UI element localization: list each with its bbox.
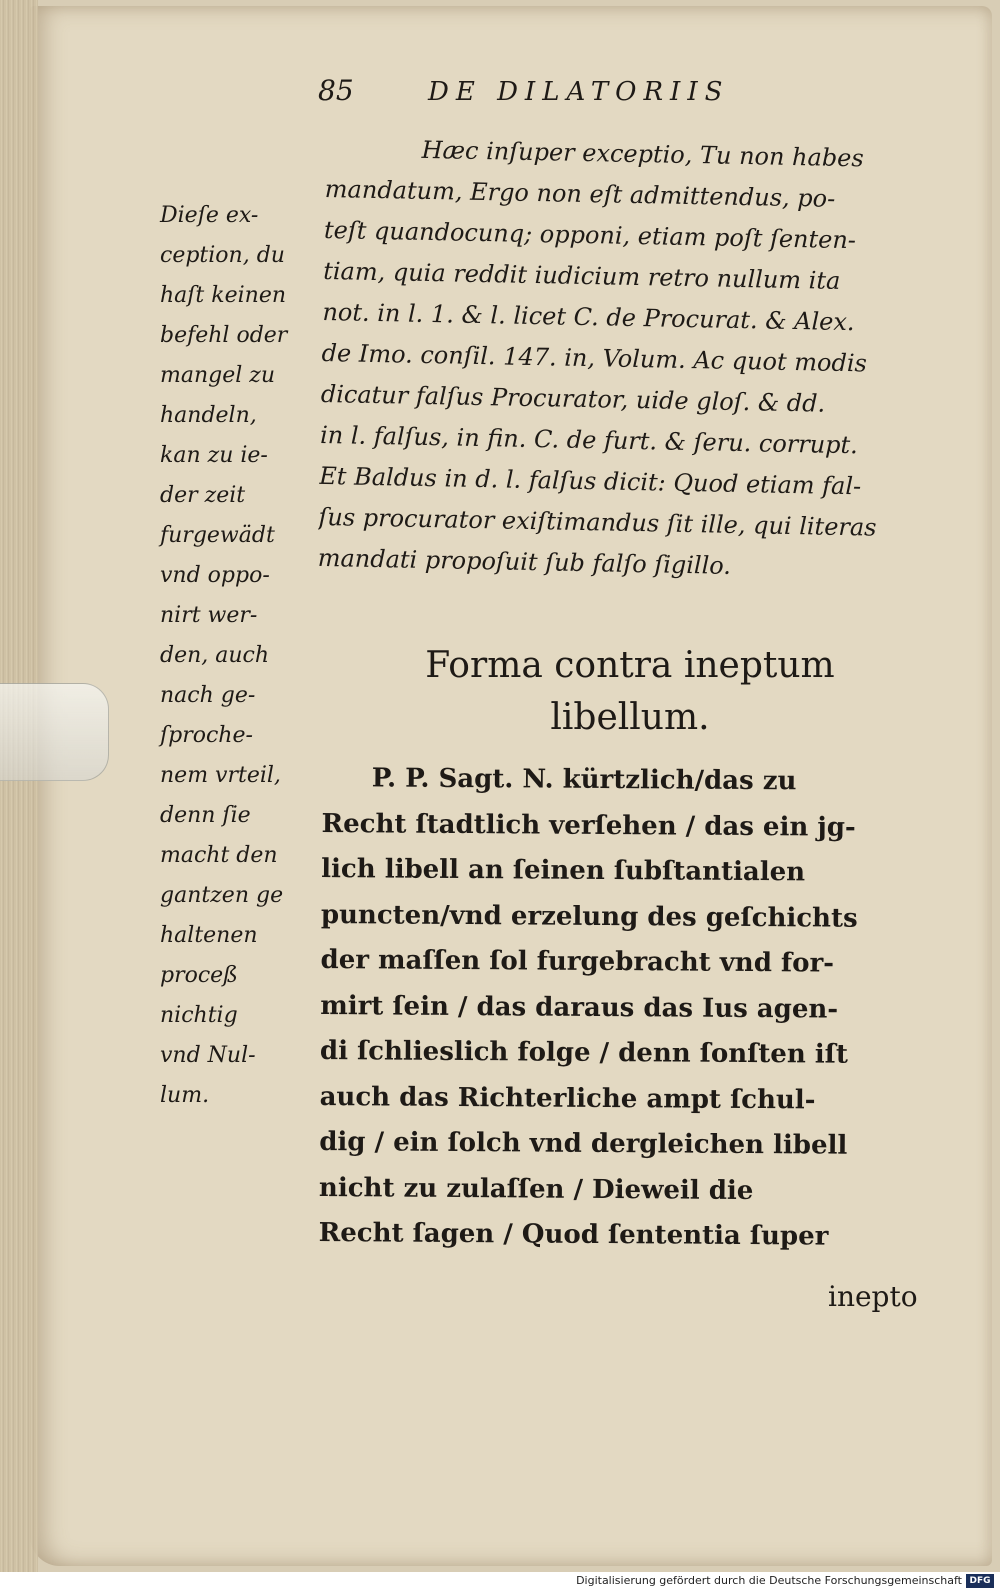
marginal-line: proceß [160, 963, 238, 988]
text-line: mirt ſein / das daraus das Ius agen- [320, 990, 839, 1025]
marginal-line: handeln, [160, 403, 257, 428]
text-line: mandati propoſuit ſub falſo ſigillo. [317, 543, 732, 580]
heading-line: Forma contra ineptum [425, 645, 835, 686]
marginal-line: befehl oder [160, 323, 288, 348]
text-line: mandatum, Ergo non eſt admittendus, po- [324, 174, 836, 213]
marginal-line: Dieſe ex- [160, 203, 259, 228]
page-edges [0, 0, 38, 1572]
marginal-line: vnd Nul- [160, 1043, 256, 1068]
german-paragraph [319, 756, 972, 1261]
marginal-line: nem vrteil, [160, 763, 281, 788]
text-line: tiam, quia reddit iudicium retro nullum ita [322, 256, 841, 295]
text-line: Hæc inſuper exceptio, Tu non habes [421, 135, 865, 173]
text-line: teſt quandocunq; opponi, etiam poſt ſenten- [323, 215, 857, 255]
heading-line: libellum. [550, 697, 710, 738]
marginal-line: den, auch [160, 643, 270, 668]
marginal-line: der zeit [160, 483, 246, 508]
text-line: puncten/vnd erzelung des geſchichts [320, 899, 858, 934]
marginal-line: denn ſie [160, 803, 251, 828]
text-line: not. in l. 1. & l. licet C. de Procurat. & Alex. [322, 297, 855, 337]
marginal-line: haſt keinen [160, 283, 287, 308]
marginal-line: vnd oppo- [160, 563, 270, 588]
funding-credit: Digitalisierung gefördert durch die Deutsche Forschungsgemeinschaft [576, 1574, 962, 1587]
marginal-line: mangel zu [160, 363, 276, 388]
text-line: dicatur falſus Procurator, uide gloſ. & dd. [320, 379, 826, 418]
catchword: inepto [828, 1280, 918, 1313]
dfg-logo: DFG [966, 1574, 994, 1588]
text-line: Recht ſtadtlich verſehen / das ein jg- [321, 808, 856, 843]
text-line: auch das Richterliche ampt ſchul- [319, 1081, 816, 1115]
text-line: de Imo. conſil. 147. in, Volum. Ac quot modis [321, 338, 868, 378]
marginal-line: haltenen [160, 923, 258, 948]
marginal-line: lum. [160, 1083, 210, 1108]
text-line: Et Baldus in d. l. falſus dicit: Quod etiam fal- [319, 461, 862, 501]
marginal-line: furgewädt [160, 523, 275, 548]
marginal-line: nirt wer- [160, 603, 258, 628]
text-line: der maſſen ſol furgebracht vnd for- [320, 944, 835, 979]
section-heading [330, 640, 930, 744]
text-line: Recht ſagen / Quod ſententia ſuper [318, 1217, 829, 1252]
marginal-line: ception, du [160, 243, 285, 268]
marginal-line: gantzen ge [160, 883, 284, 908]
marginal-line: nichtig [160, 1003, 238, 1028]
marginal-line: macht den [160, 843, 278, 868]
text-line: di ſchlieslich folge / denn ſonſten iſt [319, 1035, 849, 1070]
clip-marker [0, 683, 109, 781]
latin-paragraph [317, 128, 966, 591]
text-line: in l. falſus, in fin. C. de furt. & ſeru. corrupt. [319, 420, 859, 460]
text-line: ſus procurator exiſtimandus ſit ille, qui literas [318, 502, 877, 542]
marginal-line: nach ge- [160, 683, 256, 708]
running-title: DE DILATORIIS [428, 77, 730, 107]
page-number: 85 [318, 74, 354, 107]
text-line: dig / ein ſolch vnd dergleichen libell [319, 1126, 848, 1161]
marginal-line: ſproche- [160, 723, 253, 748]
text-line: nicht zu zulaſſen / Dieweil die [318, 1172, 754, 1206]
page-header [300, 74, 860, 107]
marginal-line: kan zu ie- [160, 443, 268, 468]
text-line: lich libell an ſeinen ſubſtantialen [321, 853, 806, 888]
text-line: P. P. Sagt. N. kürtzlich/das zu [371, 763, 797, 797]
marginal-note [160, 196, 325, 1116]
